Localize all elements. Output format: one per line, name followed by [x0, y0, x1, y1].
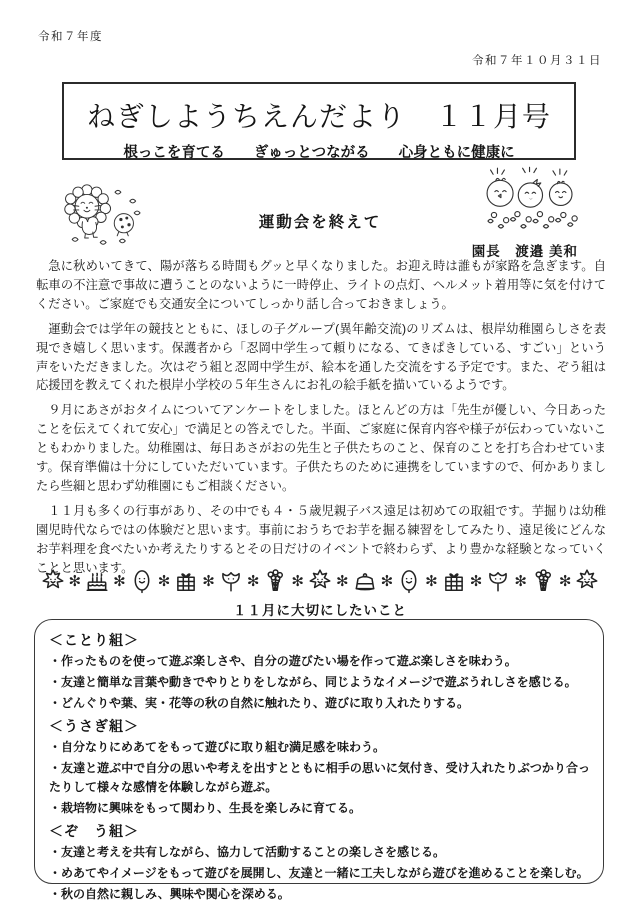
flower-bouquet-icon — [530, 568, 556, 594]
asterisk-separator: ✻ — [558, 573, 572, 590]
decorative-icon-row — [25, 566, 615, 596]
monthly-goals-box — [34, 619, 604, 901]
maple-leaf-icon — [40, 568, 66, 594]
article-heading: 運動会を終えて — [258, 214, 382, 231]
chicks-illustration-icon — [481, 164, 585, 240]
class-group-heading: ＜うさぎ組＞ — [49, 718, 139, 734]
asterisk-separator: ✻ — [68, 573, 82, 590]
ginkgo-leaf-icon — [485, 568, 511, 594]
asterisk-separator: ✻ — [380, 573, 394, 590]
leaf-face-icon — [129, 568, 155, 594]
goal-item: ・友達と簡単な言葉や動きでやりとりをしながら、同じようなイメージで遊ぶうれしさを感じる。 — [49, 675, 577, 689]
maple-leaf-icon — [307, 568, 333, 594]
maple-leaf-icon — [574, 568, 600, 594]
asterisk-separator: ✻ — [113, 573, 126, 590]
birthday-cake-icon — [84, 568, 110, 594]
principal-byline: 園長 渡邉 美和 — [471, 244, 578, 259]
leaf-face-icon — [396, 568, 422, 594]
goal-item: ・栽培物に興味をもって関わり、生長を楽しみに育てる。 — [49, 801, 362, 815]
class-group-heading: ＜ぞ う組＞ — [49, 823, 139, 839]
gift-box-icon — [441, 568, 467, 594]
goal-item: ・めあてやイメージをもって遊びを展開し、友達と一緒に工夫しながら遊びを進めることを楽しむ。 — [49, 866, 589, 880]
goal-item: ・自分なりにめあてをもって遊びに取り組む満足感を味わう。 — [49, 740, 386, 754]
cake-slice-icon — [352, 568, 378, 594]
asterisk-separator: ✻ — [157, 573, 171, 590]
goal-item: ・友達と遊ぶ中で自分の思いや考えを出すとともに相手の思いに気付き、受け入れたりぶつかり合ったりして様々な感情を体験しながら遊ぶ。 — [49, 761, 590, 794]
asterisk-separator: ✻ — [246, 573, 260, 590]
newsletter-motto: 根っこを育てる ぎゅっとつながる 心身ともに健康に — [123, 145, 515, 161]
article-paragraph: １１月も多くの行事があり、その中でも４・５歳児親子バス遠足は初めての取組です。芋掘りは幼稚園児時代ならではの体験だと思います。事前におうちでお芋を掘る練習をしてみたり、遠足後にどんなお芋料理を食べたいか考えたりするとその日だけのイベントで終わらず、より豊かな経験となっていくことと思います。 — [36, 503, 606, 575]
asterisk-separator: ✻ — [291, 573, 304, 590]
asterisk-separator: ✻ — [514, 573, 527, 590]
goal-item: ・作ったものを使って遊ぶ楽しさや、自分の遊びたい場を作って遊ぶ楽しさを味わう。 — [49, 654, 517, 668]
asterisk-separator: ✻ — [425, 573, 438, 590]
newsletter-title: ねぎしようちえんだより １１月号 — [86, 101, 551, 132]
fiscal-year-label: 令和７年度 — [38, 31, 103, 43]
goals-heading: １１月に大切にしたいこと — [233, 603, 407, 618]
gift-box-icon — [173, 568, 199, 594]
ginkgo-leaf-icon — [218, 568, 244, 594]
article-body — [36, 257, 606, 584]
class-group-heading: ＜ことり組＞ — [49, 632, 139, 648]
masthead-box — [62, 82, 576, 160]
goal-item: ・友達と考えを共有しながら、協力して活動することの楽しさを感じる。 — [49, 845, 446, 859]
issue-date-label: 令和７年１０月３１日 — [472, 55, 602, 67]
asterisk-separator: ✻ — [469, 573, 483, 590]
asterisk-separator: ✻ — [336, 573, 349, 590]
article-paragraph: ９月にあさがおタイムについてアンケートをしました。ほとんどの方は「先生が優しい、今日あったことを伝えてくれて安心」で満足との答えでした。半面、ご家庭に保育内容や様子が伝わっていないこともわかりました。幼稚園は、毎日あさがおの先生と子供たちのこと、保育のことを打ち合わせています。保育準備は十分にしていただいています。子供たちのために連携をしていますので、何かありましたら些細と思わず幼稚園にもご相談ください。 — [36, 403, 606, 493]
flower-bouquet-icon — [262, 568, 288, 594]
article-paragraph: 運動会では学年の競技とともに、ほしの子グループ(異年齢交流)のリズムは、根岸幼稚園らしさを表現でき嬉しく思います。保護者から「忍岡中学生って頼りになる、てきぱきしている、すごい」という声をいただきました。次はぞう組と忍岡中学生が、絵本を通した交流をする予定です。また、ぞう組は応援団を教えてくれた根岸小学校の５年生さんにお礼の絵手紙を描いているようです。 — [36, 321, 606, 393]
goal-item: ・秋の自然に親しみ、興味や関心を深める。 — [49, 887, 290, 901]
goal-item: ・どんぐりや葉、実・花等の秋の自然に触れたり、遊びに取り入れたりする。 — [49, 696, 470, 710]
article-paragraph: 急に秋めいてきて、陽が落ちる時間もグッと早くなりました。お迎え時は誰もが家路を急ぎます。自転車の不注意で事故に遭うことのないように一時停止、ライトの点灯、ヘルメット着用等に気を付けてください。ご家庭でも交通安全についてしっかり話し合っておきましょう。 — [36, 259, 606, 311]
asterisk-separator: ✻ — [202, 573, 215, 590]
